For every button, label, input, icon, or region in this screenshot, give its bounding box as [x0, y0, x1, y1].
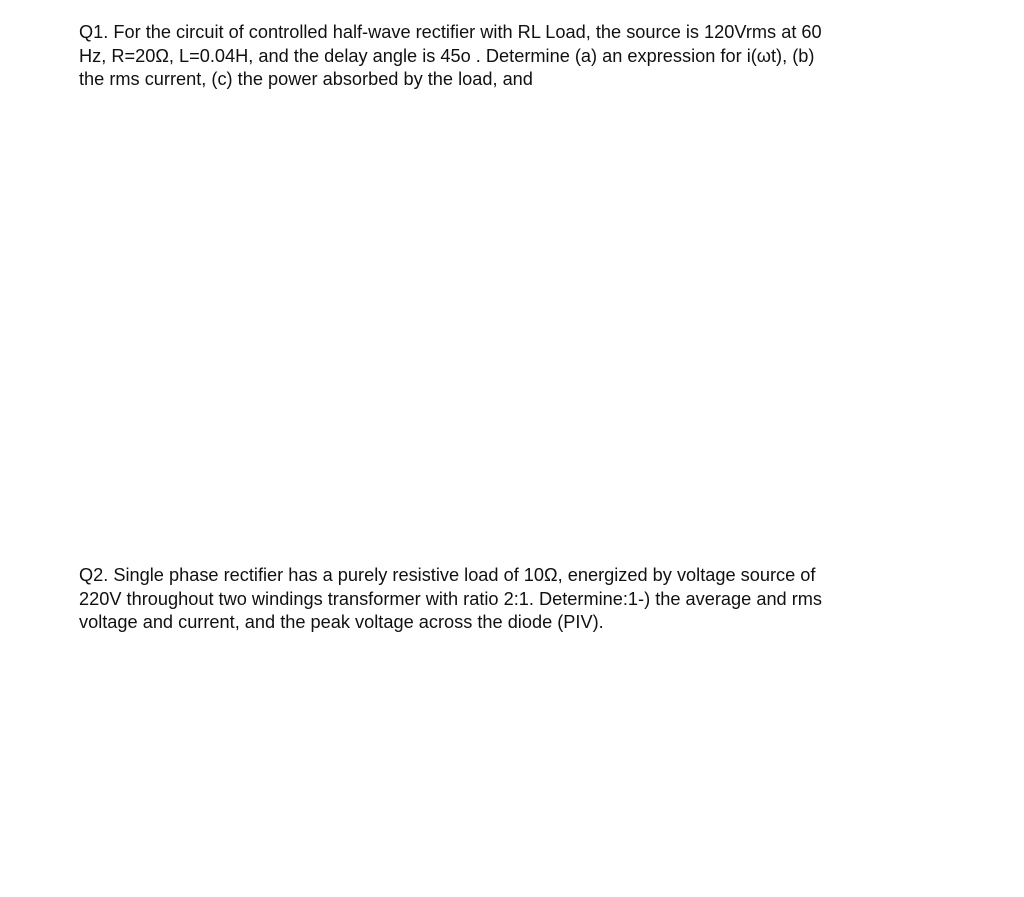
question-1 — [79, 21, 939, 92]
question-2 — [79, 564, 939, 635]
question-2-line-3: voltage and current, and the peak voltage across the diode (PIV). — [79, 612, 604, 632]
question-1-line-1: Q1. For the circuit of controlled half-wave rectifier with RL Load, the source is 120Vrms at 60 — [79, 22, 822, 42]
question-1-line-3: the rms current, (c) the power absorbed by the load, and — [79, 69, 533, 89]
question-1-line-2: Hz, R=20Ω, L=0.04H, and the delay angle is 45o . Determine (a) an expression for i(ωt), (b) — [79, 45, 815, 66]
question-2-line-2: 220V throughout two windings transformer with ratio 2:1. Determine:1-) the average and rms — [79, 588, 823, 609]
question-2-line-1: Q2. Single phase rectifier has a purely resistive load of 10Ω, energized by voltage source of — [79, 565, 816, 585]
